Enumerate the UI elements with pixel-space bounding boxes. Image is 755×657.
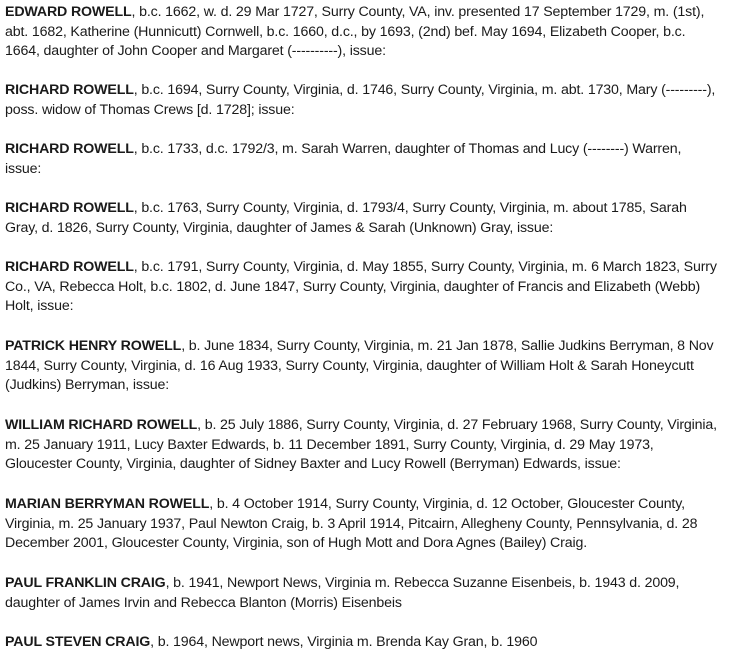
entry-line: 1664, daughter of John Cooper and Margaret (----------), issue: xyxy=(5,43,386,60)
entry-line: issue: xyxy=(5,160,42,177)
person-name: RICHARD ROWELL xyxy=(5,200,134,216)
entry-richard-rowell-1733 xyxy=(5,140,753,179)
entry-text: , b. 1941, Newport News, Virginia m. Rebecca Suzanne Eisenbeis, b. 1943 d. 2009, xyxy=(165,575,680,591)
entry-richard-rowell-1791 xyxy=(5,258,753,317)
person-name: RICHARD ROWELL xyxy=(5,82,134,98)
entry-edward-rowell xyxy=(5,3,753,62)
entry-line: Virginia, m. 25 January 1937, Paul Newton Craig, b. 3 April 1914, Pitcairn, Allegheny County, Pennsylvania, d. 28 xyxy=(5,515,698,532)
person-name: PAUL FRANKLIN CRAIG xyxy=(5,575,166,591)
entry-line xyxy=(5,337,753,357)
entry-line: daughter of James Irvin and Rebecca Blanton (Morris) Eisenbeis xyxy=(5,594,402,611)
entry-text: , b.c. 1662, w. d. 29 Mar 1727, Surry County, VA, inv. presented 17 September 1729, m. (1st), xyxy=(131,4,705,20)
entry-line: poss. widow of Thomas Crews [d. 1728]; issue: xyxy=(5,101,295,118)
entry-text: , b. June 1834, Surry County, Virginia, m. 21 Jan 1878, Sallie Judkins Berryman, 8 Nov xyxy=(181,338,714,354)
entry-text: , b. 1964, Newport news, Virginia m. Brenda Kay Gran, b. 1960 xyxy=(150,634,538,650)
person-name: RICHARD ROWELL xyxy=(5,141,134,157)
entry-text: , b.c. 1733, d.c. 1792/3, m. Sarah Warren, daughter of Thomas and Lucy (--------) Warren, xyxy=(133,141,682,157)
entry-line: abt. 1682, Katherine (Hunnicutt) Cornwell, b.c. 1660, d.c., by 1693, (2nd) bef. May 1694, Elizabeth Cooper, b.c. xyxy=(5,23,686,40)
entry-line xyxy=(5,140,753,160)
entry-william-richard-rowell xyxy=(5,416,753,475)
entry-line: (Judkins) Berryman, issue: xyxy=(5,377,170,394)
entry-line xyxy=(5,416,753,436)
entry-text: , b.c. 1763, Surry County, Virginia, d. 1793/4, Surry County, Virginia, m. about 1785, Sarah xyxy=(133,200,687,216)
entry-line: 1844, Surry County, Virginia, d. 16 Aug 1933, Surry County, Virginia, daughter of William Holt & Sarah Honeycutt xyxy=(5,357,694,374)
person-name: PAUL STEVEN CRAIG xyxy=(5,634,151,650)
entry-paul-steven-craig xyxy=(5,633,753,653)
entry-marian-berryman-rowell xyxy=(5,495,753,554)
entry-line xyxy=(5,633,753,653)
entry-line: Gray, d. 1826, Surry County, Virginia, daughter of James & Sarah (Unknown) Gray, issue: xyxy=(5,219,554,236)
person-name: RICHARD ROWELL xyxy=(5,259,134,275)
entry-line: Holt, issue: xyxy=(5,298,74,315)
entry-richard-rowell-1763 xyxy=(5,199,753,238)
entry-line: m. 25 January 1911, Lucy Baxter Edwards, b. 11 December 1891, Surry County, Virginia, d. 29 May 1973, xyxy=(5,436,654,453)
entry-text: , b.c. 1694, Surry County, Virginia, d. 1746, Surry County, Virginia, m. abt. 1730, Mary (---------), xyxy=(133,82,716,98)
entry-text: , b. 25 July 1886, Surry County, Virginia, d. 27 February 1968, Surry County, Virginia, xyxy=(197,417,717,433)
person-name: EDWARD ROWELL xyxy=(5,4,132,20)
entry-line: Gloucester County, Virginia, daughter of Sidney Baxter and Lucy Rowell (Berryman) Edwards, issue: xyxy=(5,456,621,473)
entry-text: , b. 4 October 1914, Surry County, Virginia, d. 12 October, Gloucester County, xyxy=(209,496,685,512)
entry-line xyxy=(5,81,753,101)
person-name: PATRICK HENRY ROWELL xyxy=(5,338,182,354)
entry-text: , b.c. 1791, Surry County, Virginia, d. May 1855, Surry County, Virginia, m. 6 March 1823, Surry xyxy=(133,259,717,275)
entry-richard-rowell-1694 xyxy=(5,81,753,120)
person-name: WILLIAM RICHARD ROWELL xyxy=(5,417,198,433)
entry-patrick-henry-rowell xyxy=(5,337,753,396)
entry-line xyxy=(5,258,753,278)
entry-line xyxy=(5,574,753,594)
entry-line xyxy=(5,495,753,515)
entry-line: Co., VA, Rebecca Holt, b.c. 1802, d. June 1847, Surry County, Virginia, daughter of Francis and Elizabeth (Webb) xyxy=(5,278,701,295)
entry-paul-franklin-craig xyxy=(5,574,753,613)
entry-line xyxy=(5,3,753,23)
person-name: MARIAN BERRYMAN ROWELL xyxy=(5,496,210,512)
entry-line xyxy=(5,199,753,219)
entry-line: December 2001, Gloucester County, Virginia, son of Hugh Mott and Dora Agnes (Bailey) Craig. xyxy=(5,535,588,552)
